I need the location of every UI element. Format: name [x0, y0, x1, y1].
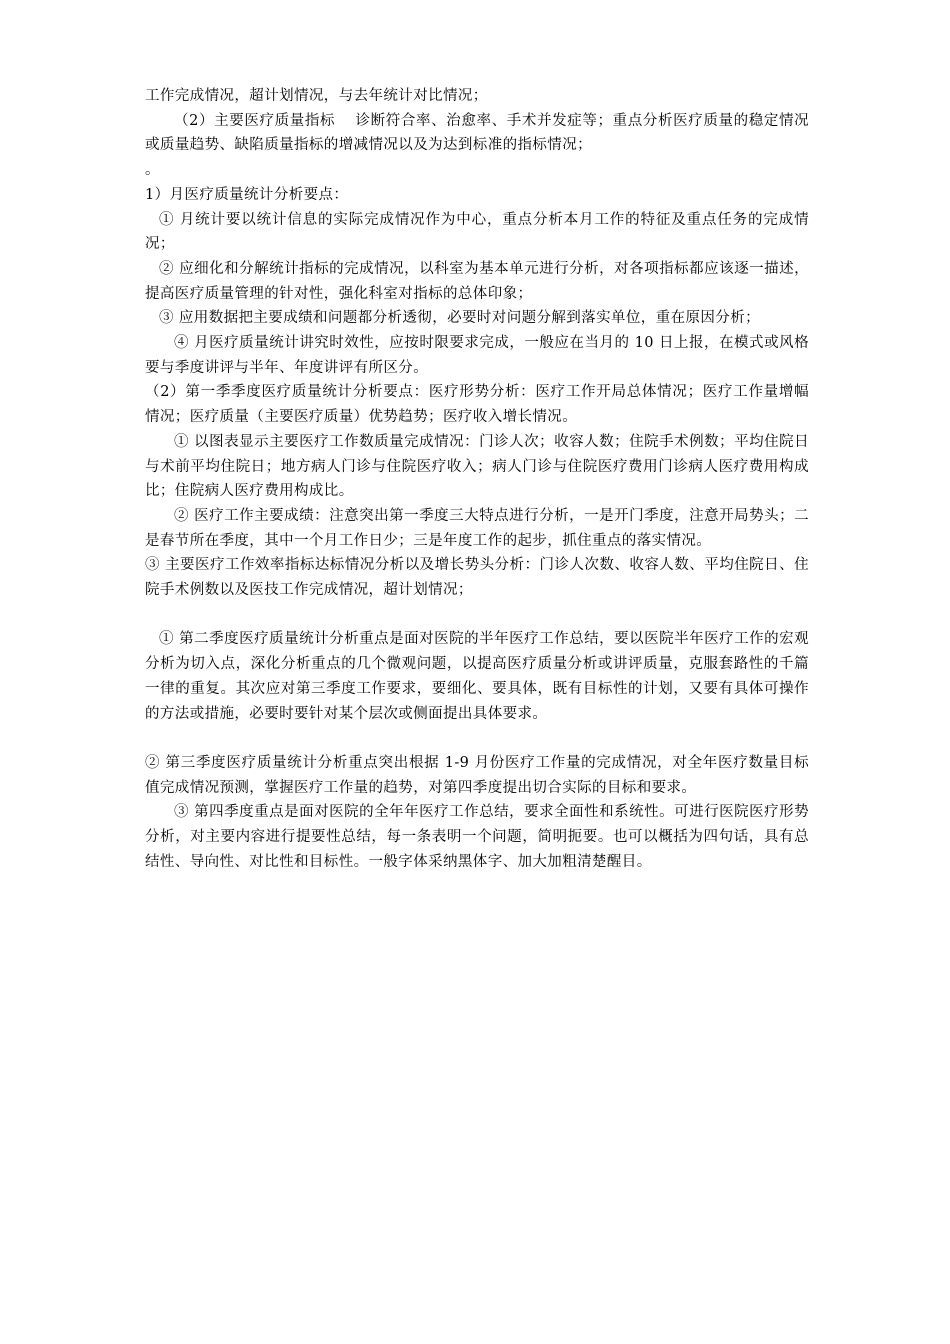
- paragraph: ② 医疗工作主要成绩：注意突出第一季度三大特点进行分析，一是开门季度，注意开局势头；二是春节所在季度，其中一个月工作日少；三是年度工作的起步，抓住重点的落实情况。: [145, 507, 809, 549]
- document-page: [145, 84, 809, 874]
- paragraph: 1）月医疗质量统计分析要点：: [145, 186, 349, 203]
- paragraph: ④ 月医疗质量统计讲究时效性，应按时限要求完成，一般应在当月的 10 日上报，在模式或风格要与季度讲评与半年、年度讲评有所区分。: [145, 335, 809, 376]
- paragraph: （2）第一季季度医疗质量统计分析要点：医疗形势分析：医疗工作开局总体情况；医疗工作量增幅情况；医疗质量（主要医疗质量）优势趋势；医疗收入增长情况。: [145, 384, 809, 426]
- paragraph: ② 应细化和分解统计指标的完成情况，以科室为基本单元进行分析，对各项指标都应该逐一描述，提高医疗质量管理的针对性，强化科室对指标的总体印象；: [145, 260, 809, 302]
- paragraph: ③ 第四季度重点是面对医院的全年年医疗工作总结，要求全面性和系统性。可进行医院医疗形势分析，对主要内容进行提要性总结，每一条表明一个问题，简明扼要。也可以概括为四句话，具有总结性、导向性、对比性和目标性。一般字体采纳黑体字、加大加粗清楚醒目。: [145, 804, 809, 870]
- paragraph: ① 第二季度医疗质量统计分析重点是面对医院的半年医疗工作总结，要以医院半年医疗工作的宏观分析为切入点，深化分析重点的几个微观问题，以提高医疗质量分析或讲评质量，克服套路性的千篇一律的重复。其次应对第三季度工作要求，要细化、要具体，既有目标性的计划，又要有具体可操作的方法或措施，必要时要针对某个层次或侧面提出具体要求。: [145, 631, 809, 722]
- blank-line: [145, 603, 809, 628]
- paragraph: 。: [145, 162, 160, 179]
- paragraph: ③ 主要医疗工作效率指标达标情况分析以及增长势头分析：门诊人次数、收容人数、平均住院日、住院手术例数以及医技工作完成情况，超计划情况；: [145, 557, 809, 599]
- paragraph: 工作完成情况，超计划情况，与去年统计对比情况；: [145, 88, 488, 104]
- blank-line: [145, 726, 809, 751]
- paragraph: ③ 应用数据把主要成绩和问题都分析透彻，必要时对问题分解到落实单位，重在原因分析；: [159, 310, 761, 327]
- paragraph: ② 第三季度医疗质量统计分析重点突出根据 1-9 月份医疗工作量的完成情况，对全年医疗数量目标值完成情况预测，掌握医疗工作量的趋势，对第四季度提出切合实际的目标和要求。: [145, 754, 809, 796]
- paragraph: ① 以图表显示主要医疗工作数质量完成情况：门诊人次；收容人数；住院手术例数；平均住院日与术前平均住院日；地方病人门诊与住院医疗收入；病人门诊与住院医疗费用门诊病人医疗费用构成比；住院病人医疗费用构成比。: [145, 433, 809, 500]
- paragraph: ① 月统计要以统计信息的实际完成情况作为中心，重点分析本月工作的特征及重点任务的完成情况；: [145, 211, 809, 253]
- paragraph: （2）主要医疗质量指标 诊断符合率、治愈率、手术并发症等；重点分析医疗质量的稳定情况或质量趋势、缺陷质量指标的增减情况以及为达到标准的指标情况；: [145, 112, 809, 154]
